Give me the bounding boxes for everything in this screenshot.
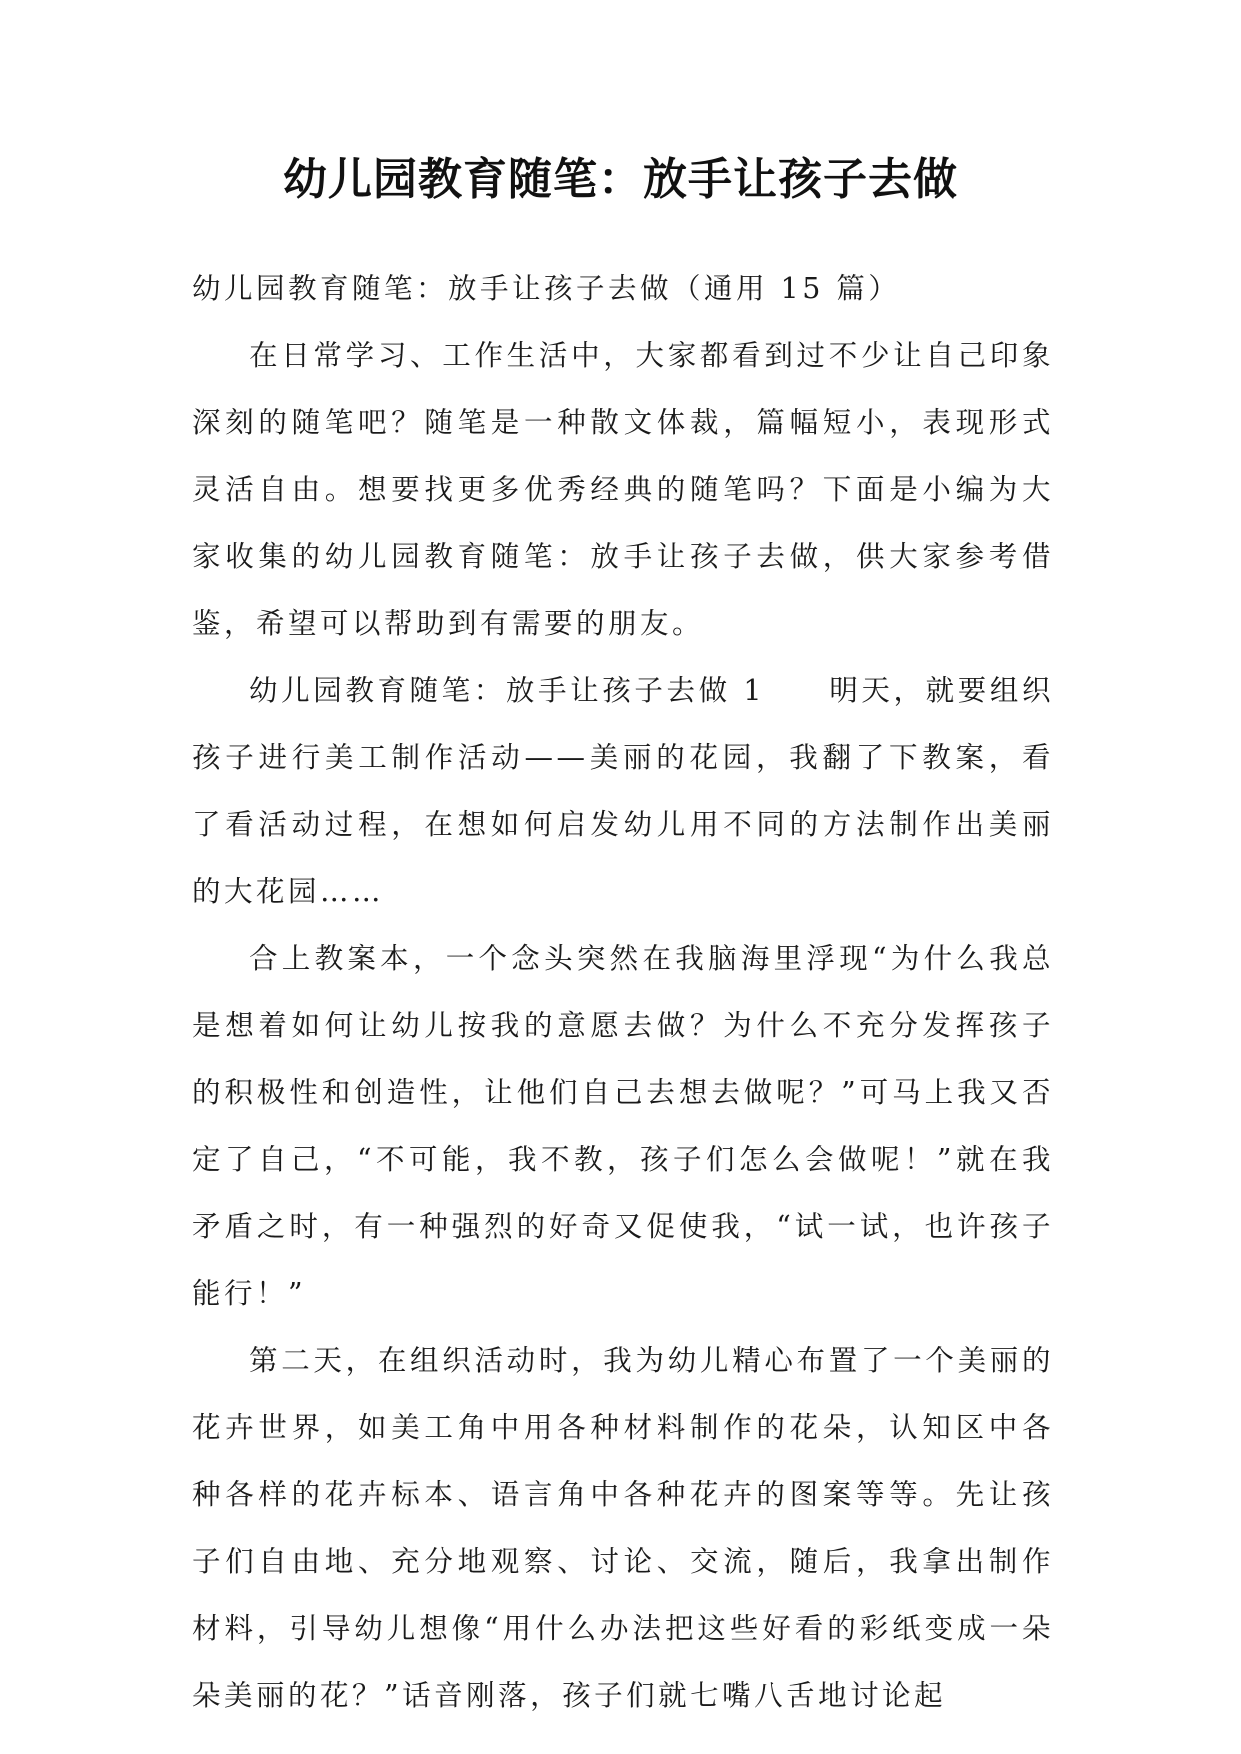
paragraph-reflection: 合上教案本，一个念头突然在我脑海里浮现“为什么我总是想着如何让幼儿按我的意愿去做？为什么不充分发挥孩子的积极性和创造性，让他们自己去想去做呢？”可马上我又否定了自己，“不可能，我不教，孩子们怎么会做呢！”就在我矛盾之时，有一种强烈的好奇又促使我，“试一试，也许孩子能行！” [192, 942, 1054, 1310]
document-subtitle: 幼儿园教育随笔：放手让孩子去做（通用 15 篇） [192, 272, 901, 305]
paragraph-essay-1-opening: 幼儿园教育随笔：放手让孩子去做 1 明天，就要组织孩子进行美工制作活动——美丽的花园，我翻了下教案，看了看活动过程，在想如何启发幼儿用不同的方法制作出美丽的大花园…… [192, 674, 1054, 908]
paragraph-next-day: 第二天，在组织活动时，我为幼儿精心布置了一个美丽的花卉世界，如美工角中用各种材料制作的花朵，认知区中各种各样的花卉标本、语言角中各种花卉的图案等等。先让孩子们自由地、充分地观察、讨论、交流，随后，我拿出制作材料，引导幼儿想像“用什么办法把这些好看的彩纸变成一朵朵美丽的花？”话音刚落，孩子们就七嘴八舌地讨论起 [192, 1344, 1054, 1712]
paragraph-intro: 在日常学习、工作生活中，大家都看到过不少让自己印象深刻的随笔吧？随笔是一种散文体裁，篇幅短小，表现形式灵活自由。想要找更多优秀经典的随笔吗？下面是小编为大家收集的幼儿园教育随笔：放手让孩子去做，供大家参考借鉴，希望可以帮助到有需要的朋友。 [192, 339, 1054, 640]
document-title: 幼儿园教育随笔：放手让孩子去做 [283, 154, 958, 205]
document-body [192, 255, 1054, 1729]
